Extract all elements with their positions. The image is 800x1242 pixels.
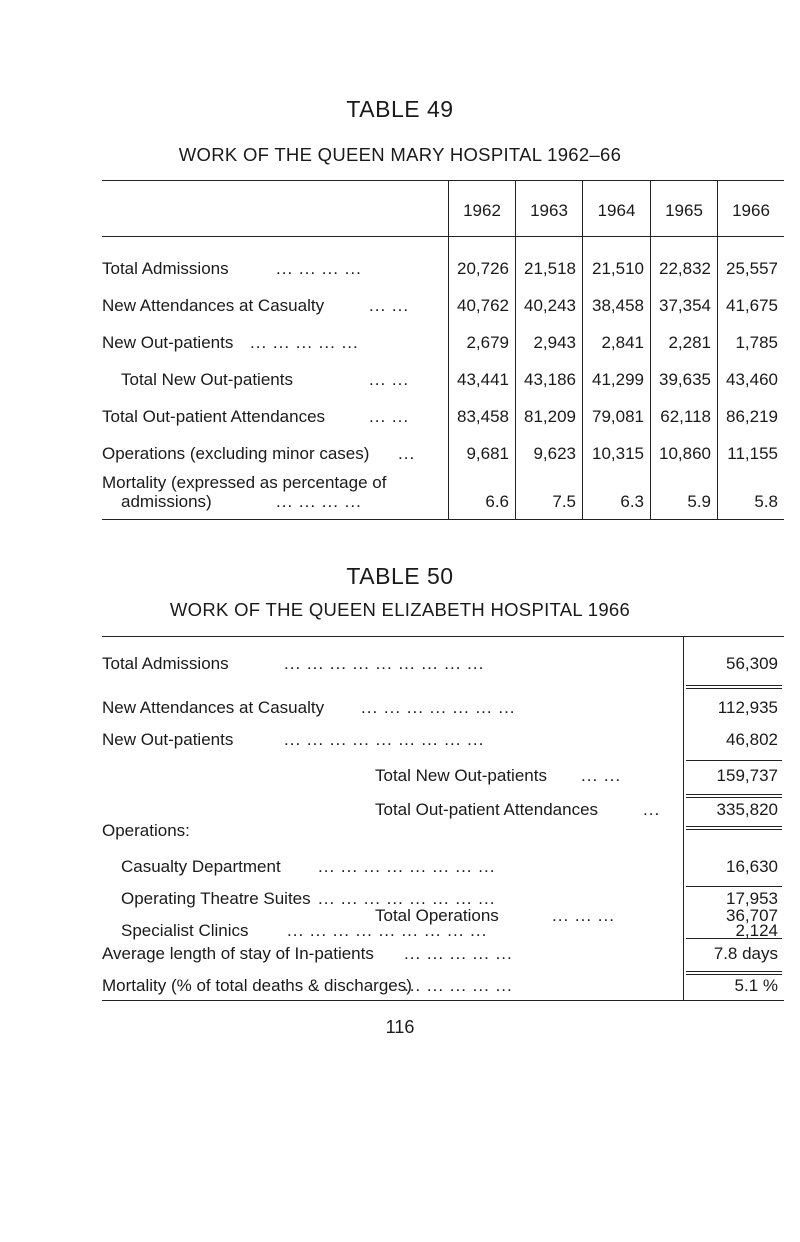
row-label: Mortality (% of total deaths & discharges) [102,976,412,995]
cell-value: 2,124 [735,921,778,940]
cell-value: 7.5 [552,492,576,511]
cell-value: 2,841 [601,333,644,352]
cell-value: 2,679 [466,333,509,352]
dot-leader: ... ... [369,370,410,389]
cell-value: 83,458 [457,407,509,426]
row-label: Specialist Clinics [121,921,249,940]
table-49-title: WORK OF THE QUEEN MARY HOSPITAL 1962–66 [178,144,622,165]
cell-value: 21,510 [592,259,644,278]
subtotal-rule [686,688,782,689]
cell-value: 9,623 [533,444,576,463]
cell-value: 1,785 [735,333,778,352]
row-label: Total Out-patient Attendances [375,800,599,819]
cell-value: 10,860 [659,444,711,463]
row-label: New Out-patients [102,333,234,352]
year-header: 1963 [530,201,568,220]
row-label: New Attendances at Casualty [102,698,325,717]
cell-value: 7.8 days [713,944,778,963]
table-49-header-rule [102,236,784,237]
subtotal-rule [686,886,782,887]
dot-leader: ... ... ... ... [276,492,362,511]
dot-leader: ... ... ... ... ... ... ... ... ... [284,730,485,749]
cell-value: 38,458 [592,296,644,315]
subtotal-rule [686,685,782,686]
cell-value: 20,726 [457,259,509,278]
cell-value: 6.3 [620,492,644,511]
row-label: Total New Out-patients [121,370,293,389]
subtotal-rule [686,794,782,795]
cell-value: 41,675 [726,296,778,315]
subtotal-rule [686,797,782,798]
cell-value: 62,118 [660,407,711,426]
row-label: Operating Theatre Suites [121,889,311,908]
table-49-top-rule [102,180,784,181]
year-header: 1962 [463,201,501,220]
cell-value: 5.9 [687,492,711,511]
cell-value: 9,681 [466,444,509,463]
cell-value: 22,832 [659,259,711,278]
cell-value: 2,943 [533,333,576,352]
cell-value: 21,518 [524,259,576,278]
dot-leader: ... ... ... ... ... [250,333,359,352]
dot-leader: ... ... [369,407,410,426]
cell-value: 56,309 [726,654,778,673]
year-header: 1966 [732,201,770,220]
dot-leader: ... ... ... ... ... ... ... [361,698,516,717]
cell-value: 17,953 [726,889,778,908]
cell-value: 46,802 [726,730,778,749]
row-label: Mortality (expressed as percentage of [102,473,387,492]
row-label: Total Out-patient Attendances [102,407,326,426]
dot-leader: ... ... [581,766,622,785]
cell-value: 6.6 [485,492,509,511]
dot-leader: ... ... ... ... ... ... ... ... ... [287,921,488,940]
row-label: New Out-patients [102,730,234,749]
cell-value: 39,635 [659,370,711,389]
dot-leader: ... ... ... ... ... ... ... ... [318,857,496,876]
table-50-col-divider [683,636,684,1001]
dot-leader: ... [398,444,416,463]
row-label: Operations (excluding minor cases) [102,444,370,463]
table-50-top-rule [102,636,784,637]
dot-leader: ... ... ... ... ... [404,944,513,963]
table-50-title: WORK OF THE QUEEN ELIZABETH HOSPITAL 1966 [169,599,631,620]
row-label: Total Admissions [102,654,229,673]
table-50-heading: TABLE 50 [346,563,454,589]
cell-value: 43,460 [726,370,778,389]
dot-leader: ... ... ... ... ... [404,976,513,995]
year-header: 1964 [597,201,636,220]
dot-leader: ... ... ... [552,906,615,925]
cell-value: 41,299 [592,370,644,389]
cell-value: 40,762 [457,296,509,315]
cell-value: 37,354 [659,296,711,315]
cell-value: 40,243 [524,296,576,315]
table-49-heading: TABLE 49 [346,96,454,122]
row-label: Total Operations [375,906,499,925]
year-header: 1965 [665,201,703,220]
row-label: Total New Out-patients [375,766,547,785]
cell-value: 79,081 [592,407,644,426]
subtotal-rule [686,826,782,827]
cell-value: 36,707 [726,906,778,925]
row-label: New Attendances at Casualty [102,296,325,315]
table-50-bottom-rule [102,1000,784,1001]
cell-value: 16,630 [726,857,778,876]
cell-value: 10,315 [592,444,644,463]
row-label-continued: admissions) [121,492,212,511]
dot-leader: ... ... [369,296,410,315]
cell-value: 5.1 % [734,976,778,995]
row-label: Average length of stay of In-patients [102,944,374,963]
cell-value: 335,820 [716,800,778,819]
subtotal-rule [686,829,782,830]
dot-leader: ... ... ... ... [276,259,362,278]
cell-value: 81,209 [524,407,576,426]
table-49-bottom-rule [102,519,784,520]
section-label: Operations: [102,821,190,840]
cell-value: 86,219 [726,407,778,426]
subtotal-rule [686,971,782,972]
dot-leader: ... ... ... ... ... ... ... ... [318,889,496,908]
cell-value: 159,737 [716,766,778,785]
cell-value: 43,186 [524,370,576,389]
cell-value: 112,935 [717,698,778,717]
cell-value: 5.8 [754,492,778,511]
row-label: Total Admissions [102,259,229,278]
row-label: Casualty Department [121,857,281,876]
cell-value: 43,441 [457,370,509,389]
dot-leader: ... ... ... ... ... ... ... ... ... [284,654,485,673]
cell-value: 11,155 [727,444,778,463]
cell-value: 25,557 [726,259,778,278]
cell-value: 2,281 [668,333,711,352]
subtotal-rule [686,760,782,761]
dot-leader: ... [643,800,661,819]
page-number: 116 [385,1017,415,1037]
